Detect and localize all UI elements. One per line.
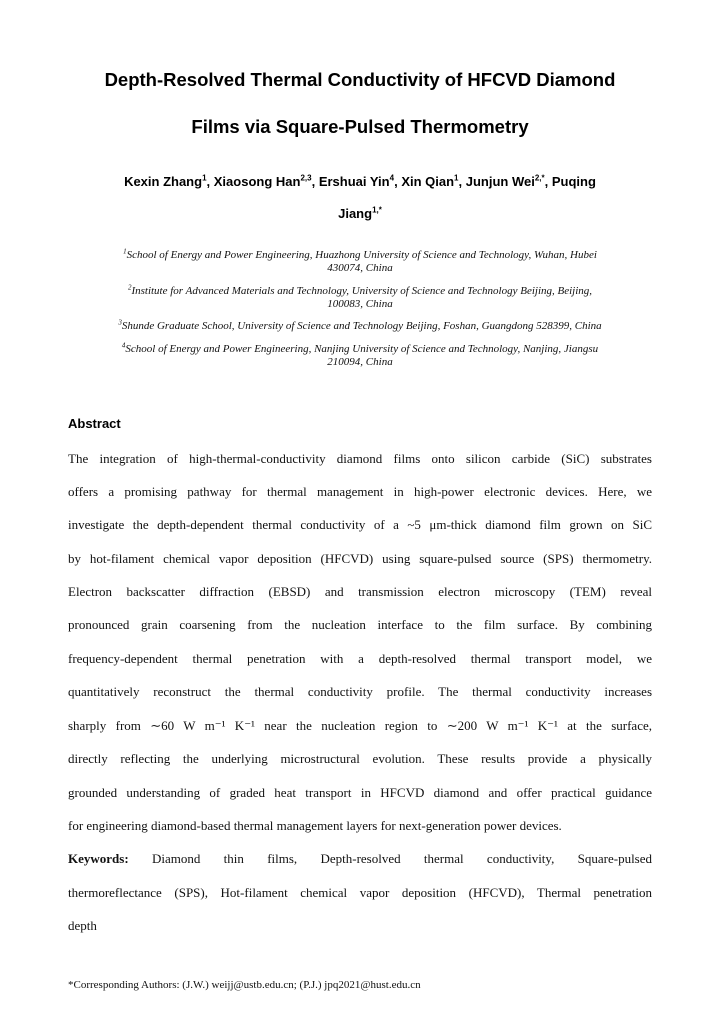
author-affiliation-mark: 4 (389, 173, 395, 183)
affiliation-text: Institute for Advanced Materials and Technology, University of Science and Technology Beijing, Beijing, (131, 285, 593, 297)
author-separator: , (311, 174, 319, 189)
abstract-line: by hot-filament chemical vapor deposition (HFCVD) using square-pulsed source (SPS) thermometry. (68, 551, 652, 566)
affiliation-text-cont: 210094, China (327, 356, 393, 368)
abstract-line: investigate the depth-dependent thermal conductivity of a ~5 μm-thick diamond film grown on SiC (68, 517, 652, 532)
affiliation-text: School of Energy and Power Engineering, Huazhong University of Science and Technology, Wuhan, Hubei (126, 249, 597, 261)
affiliation-3 (70, 320, 650, 333)
affiliation-2 (70, 285, 650, 311)
author-name: Kexin Zhang (124, 174, 203, 189)
keywords-line-1 (68, 850, 652, 868)
author-name-part-1: Puqing (551, 174, 596, 189)
author-name: Junjun Wei (465, 174, 535, 189)
abstract-line: The integration of high-thermal-conductivity diamond films onto silicon carbide (SiC) substrates (68, 451, 652, 466)
author-affiliation-mark: 1 (202, 173, 207, 183)
paper-title-line-1: Depth-Resolved Thermal Conductivity of HFCVD Diamond (104, 69, 616, 90)
abstract-line: Electron backscatter diffraction (EBSD) and transmission electron microscopy (TEM) reveal (68, 584, 652, 599)
abstract-line: for engineering diamond-based thermal management layers for next-generation power devices. (68, 818, 562, 833)
keywords-text: Diamond thin films, Depth-resolved thermal conductivity, Square-pulsed (151, 851, 652, 866)
author-affiliation-mark: 1,* (372, 205, 382, 215)
author-affiliation-mark: 1 (454, 173, 459, 183)
abstract-line: directly reflecting the underlying microstructural evolution. These results provide a physically (68, 751, 652, 766)
author-affiliation-mark: 2,3 (300, 173, 312, 183)
affiliation-mark: 2 (127, 283, 132, 292)
affiliation-text-cont: 100083, China (327, 298, 393, 310)
author-name: Ershuai Yin (318, 174, 390, 189)
paper-title-line-2: Films via Square-Pulsed Thermometry (191, 116, 529, 137)
author-separator: , (544, 174, 552, 189)
author-affiliation-mark: 2,* (534, 173, 545, 183)
author-name: Xiaosong Han (213, 174, 301, 189)
keywords-label: Keywords: (68, 851, 129, 866)
abstract-line: pronounced grain coarsening from the nucleation interface to the film surface. By combining (68, 617, 652, 632)
abstract-line: frequency-dependent thermal penetration with a depth-resolved thermal transport model, we (68, 651, 652, 666)
author-separator: , (458, 174, 466, 189)
author-list-line-1 (60, 174, 660, 189)
author-list-line-2 (60, 206, 660, 221)
abstract-line: offers a promising pathway for thermal management in high-power electronic devices. Here, we (68, 484, 652, 499)
author-separator: , (394, 174, 402, 189)
author-separator: , (206, 174, 214, 189)
affiliation-text-cont: 430074, China (327, 262, 393, 274)
affiliation-mark: 4 (121, 341, 126, 350)
keywords-line-3: depth (68, 918, 97, 933)
author-name: Xin Qian (401, 174, 455, 189)
affiliation-mark: 1 (123, 247, 127, 256)
affiliation-1 (70, 249, 650, 275)
abstract-line: grounded understanding of graded heat transport in HFCVD diamond and offer practical guidance (68, 785, 652, 800)
affiliation-4 (70, 343, 650, 369)
affiliation-mark: 3 (118, 318, 122, 327)
keywords-line-2: thermoreflectance (SPS), Hot-filament chemical vapor deposition (HFCVD), Thermal penetration (68, 885, 652, 900)
abstract-line: sharply from ∼60 W m⁻¹ K⁻¹ near the nucleation region to ∼200 W m⁻¹ K⁻¹ at the surface, (68, 718, 652, 733)
abstract-heading: Abstract (68, 416, 121, 431)
abstract-line: quantitatively reconstruct the thermal conductivity profile. The thermal conductivity increases (68, 684, 652, 699)
corresponding-author-footnote: *Corresponding Authors: (J.W.) weijj@ustb.edu.cn; (P.J.) jpq2021@hust.edu.cn (68, 979, 421, 991)
affiliation-text: Shunde Graduate School, University of Science and Technology Beijing, Foshan, Guangdong 528399, China (121, 320, 602, 332)
author-name-part-2: Jiang (338, 206, 373, 221)
affiliation-text: School of Energy and Power Engineering, Nanjing University of Science and Technology, Nanjing, Jiangsu (125, 343, 599, 355)
